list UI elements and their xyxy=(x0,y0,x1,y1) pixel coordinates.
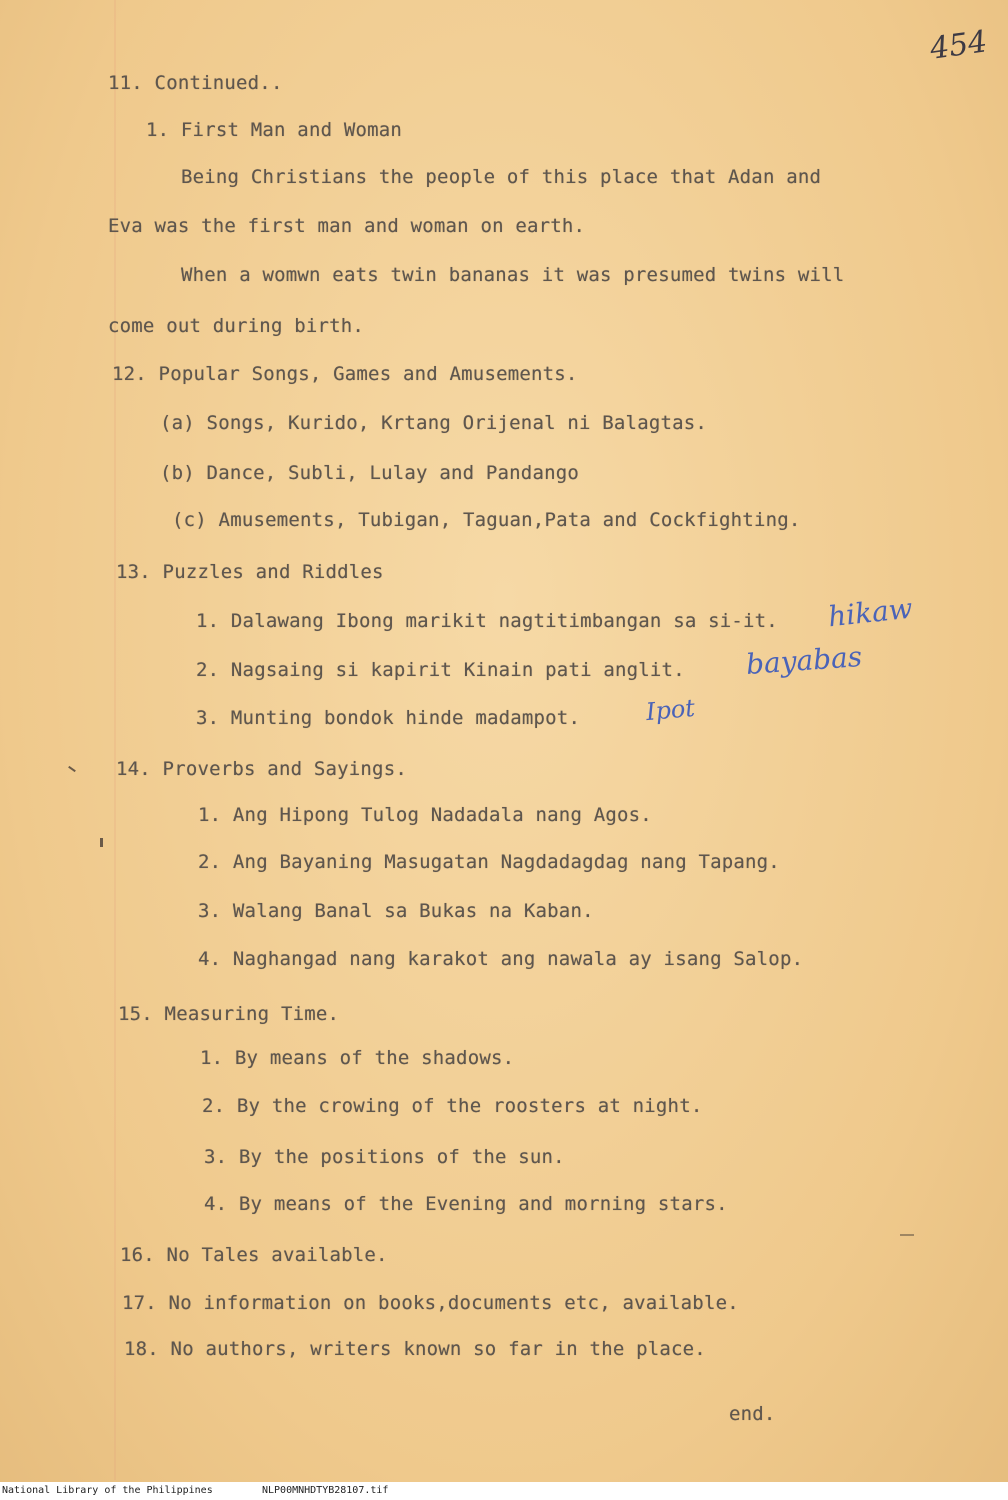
section-17-line: 17. No information on books,documents etc, available. xyxy=(122,1292,739,1314)
section-14-heading: 14. Proverbs and Sayings. xyxy=(116,758,407,780)
ink-speck xyxy=(68,766,76,772)
ink-speck xyxy=(100,838,103,847)
handwritten-answer: hikaw xyxy=(826,591,915,634)
subsection-first-man-woman: 1. First Man and Woman xyxy=(146,119,403,141)
time-method-item: 1. By means of the shadows. xyxy=(200,1047,515,1069)
ink-speck xyxy=(900,1234,914,1236)
paragraph-line: come out during birth. xyxy=(108,315,365,337)
riddle-item: 2. Nagsaing si kapirit Kinain pati anglit. xyxy=(196,659,685,681)
footer-filename: NLP00MNHDTYB28107.tif xyxy=(262,1485,389,1496)
paragraph-line: Eva was the first man and woman on earth. xyxy=(108,215,586,237)
proverb-item: 2. Ang Bayaning Masugatan Nagdadagdag nang Tapang. xyxy=(198,851,780,873)
section-18-line: 18. No authors, writers known so far in the place. xyxy=(124,1338,706,1360)
list-item: (a) Songs, Kurido, Krtang Orijenal ni Balagtas. xyxy=(160,412,708,434)
list-item: (b) Dance, Subli, Lulay and Pandango xyxy=(160,462,580,484)
page-number: 454 xyxy=(927,24,990,67)
section-11-heading: 11. Continued.. xyxy=(108,72,283,94)
paragraph-line: Being Christians the people of this place that Adan and xyxy=(181,166,822,188)
end-marker: end. xyxy=(729,1403,776,1425)
section-15-heading: 15. Measuring Time. xyxy=(118,1003,340,1025)
section-12-heading: 12. Popular Songs, Games and Amusements. xyxy=(112,363,578,385)
section-13-heading: 13. Puzzles and Riddles xyxy=(116,561,384,583)
proverb-item: 3. Walang Banal sa Bukas na Kaban. xyxy=(198,900,594,922)
handwritten-answer: bayabas xyxy=(744,639,864,682)
riddle-item: 3. Munting bondok hinde madampot. xyxy=(196,707,581,729)
time-method-item: 4. By means of the Evening and morning stars. xyxy=(204,1193,728,1215)
time-method-item: 3. By the positions of the sun. xyxy=(204,1146,565,1168)
list-item: (c) Amusements, Tubigan, Taguan,Pata and Cockfighting. xyxy=(172,509,801,531)
proverb-item: 1. Ang Hipong Tulog Nadadala nang Agos. xyxy=(198,804,652,826)
proverb-item: 4. Naghangad nang karakot ang nawala ay isang Salop. xyxy=(198,948,804,970)
paragraph-line: When a womwn eats twin bananas it was presumed twins will xyxy=(181,264,845,286)
footer-library-name: National Library of the Philippines xyxy=(2,1485,213,1496)
scan-footer xyxy=(0,1482,1008,1500)
section-16-line: 16. No Tales available. xyxy=(120,1244,388,1266)
handwritten-answer: Ipot xyxy=(644,693,697,727)
time-method-item: 2. By the crowing of the roosters at night. xyxy=(202,1095,703,1117)
riddle-item: 1. Dalawang Ibong marikit nagtitimbangan sa si-it. xyxy=(196,610,778,632)
